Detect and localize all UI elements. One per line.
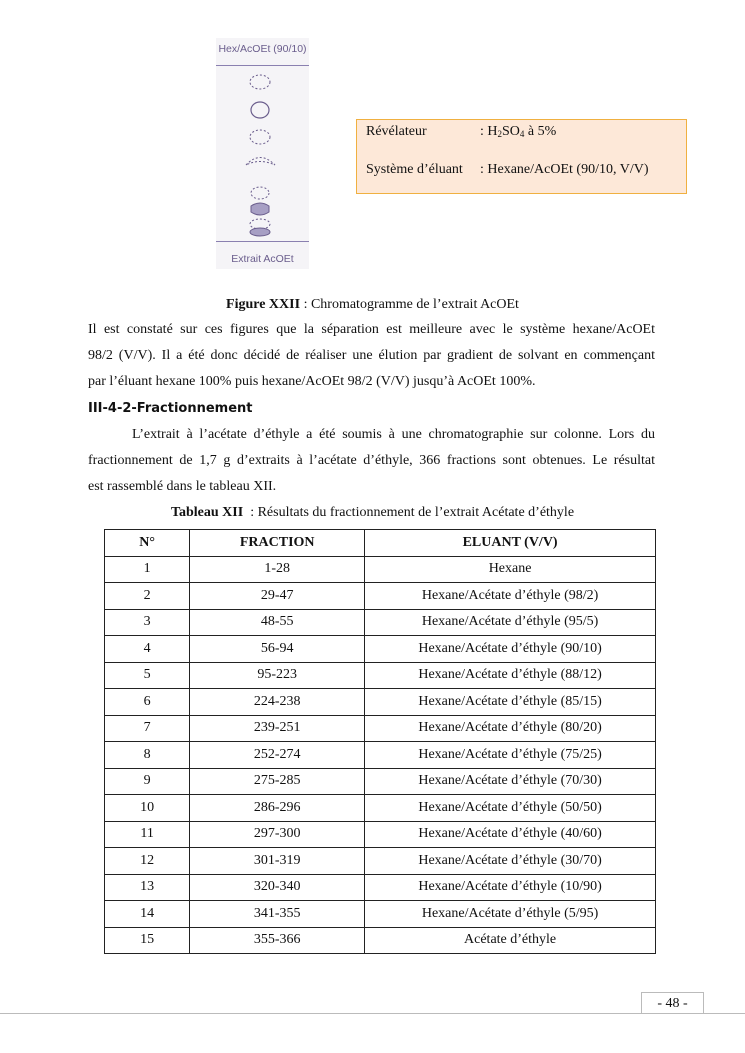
cell-number: 6: [105, 689, 190, 716]
cell-fraction: 320-340: [190, 874, 365, 901]
paragraph-separation: [88, 317, 655, 395]
table-row: [105, 848, 656, 875]
revealer-row: [366, 124, 556, 140]
cell-eluent: Acétate d’éthyle: [365, 927, 656, 954]
cell-fraction: 252-274: [190, 742, 365, 769]
paragraph-line: par l’éluant hexane 100% puis hexane/AcOEt 98/2 (V/V) jusqu’à AcOEt 100%.: [88, 374, 536, 389]
cell-number: 9: [105, 768, 190, 795]
table-caption-label: Tableau XII: [170, 505, 244, 520]
tlc-spots: [216, 38, 309, 269]
cell-fraction: 48-55: [190, 609, 365, 636]
paragraph-line: Il est constaté sur ces figures que la séparation est meilleure avec le système hexane/AcOEt: [88, 322, 655, 337]
cell-number: 14: [105, 901, 190, 928]
table-row: [105, 556, 656, 583]
tlc-sample-label: Extrait AcOEt: [231, 253, 294, 265]
paragraph-line: est rassemblé dans le tableau XII.: [88, 479, 277, 494]
table-row: [105, 715, 656, 742]
eluent-value: : Hexane/AcOEt (90/10, V/V): [480, 162, 649, 177]
cell-number: 7: [105, 715, 190, 742]
fractionation-table: [104, 529, 656, 954]
cell-number: 4: [105, 636, 190, 663]
tlc-spot: [246, 158, 275, 166]
cell-eluent: Hexane/Acétate d’éthyle (30/70): [365, 848, 656, 875]
baseline-line: [216, 241, 309, 242]
cell-number: 11: [105, 821, 190, 848]
cell-fraction: 239-251: [190, 715, 365, 742]
cell-number: 8: [105, 742, 190, 769]
cell-fraction: 286-296: [190, 795, 365, 822]
cell-number: 13: [105, 874, 190, 901]
cell-eluent: Hexane/Acétate d’éthyle (95/5): [365, 609, 656, 636]
cell-fraction: 1-28: [190, 556, 365, 583]
tlc-spot: [250, 130, 270, 144]
tlc-spot: [251, 203, 269, 215]
paragraph-line: fractionnement de 1,7 g d’extraits à l’acétate d’éthyle, 366 fractions sont obtenues. Le résultat: [88, 453, 655, 468]
cell-number: 2: [105, 583, 190, 610]
table-row: [105, 662, 656, 689]
cell-fraction: 95-223: [190, 662, 365, 689]
cell-eluent: Hexane/Acétate d’éthyle (85/15): [365, 689, 656, 716]
revealer-label: Révélateur: [366, 124, 427, 139]
eluent-label: Système d’éluant: [366, 162, 463, 177]
header-eluent: ELUANT (V/V): [365, 530, 656, 557]
table-header-row: [105, 530, 656, 557]
cell-number: 15: [105, 927, 190, 954]
footer-divider: [0, 1013, 745, 1014]
cell-fraction: 29-47: [190, 583, 365, 610]
table-caption: [0, 505, 745, 521]
cell-eluent: Hexane/Acétate d’éthyle (75/25): [365, 742, 656, 769]
tlc-conditions-box: [356, 119, 687, 194]
table-row: [105, 795, 656, 822]
cell-eluent: Hexane/Acétate d’éthyle (5/95): [365, 901, 656, 928]
figure-caption-text: : Chromatogramme de l’extrait AcOEt: [300, 297, 519, 312]
cell-fraction: 275-285: [190, 768, 365, 795]
table-row: [105, 636, 656, 663]
cell-fraction: 301-319: [190, 848, 365, 875]
section-heading: III-4-2-Fractionnement: [88, 401, 253, 416]
cell-number: 12: [105, 848, 190, 875]
table-row: [105, 583, 656, 610]
table-row: [105, 901, 656, 928]
revealer-value: : $H_2SO_4$ à 5%: [480, 124, 557, 139]
cell-eluent: Hexane/Acétate d’éthyle (98/2): [365, 583, 656, 610]
table-row: [105, 768, 656, 795]
tlc-solvent-label: Hex/AcOEt (90/10): [218, 43, 307, 55]
cell-eluent: Hexane/Acétate d’éthyle (50/50): [365, 795, 656, 822]
cell-eluent: Hexane/Acétate d’éthyle (90/10): [365, 636, 656, 663]
cell-eluent: Hexane/Acétate d’éthyle (40/60): [365, 821, 656, 848]
header-number: N°: [105, 530, 190, 557]
table-row: [105, 742, 656, 769]
table-row: [105, 821, 656, 848]
figure-caption-label: Figure XXII: [226, 297, 301, 312]
cell-fraction: 355-366: [190, 927, 365, 954]
cell-fraction: 341-355: [190, 901, 365, 928]
cell-number: 1: [105, 556, 190, 583]
cell-eluent: Hexane/Acétate d’éthyle (10/90): [365, 874, 656, 901]
table-row: [105, 874, 656, 901]
cell-number: 5: [105, 662, 190, 689]
table-caption-text: : Résultats du fractionnement de l’extrait Acétate d’éthyle: [243, 505, 575, 520]
cell-eluent: Hexane/Acétate d’éthyle (70/30): [365, 768, 656, 795]
tlc-spot: [251, 187, 269, 199]
cell-fraction: 224-238: [190, 689, 365, 716]
cell-fraction: 56-94: [190, 636, 365, 663]
table-row: [105, 927, 656, 954]
table-row: [105, 689, 656, 716]
cell-number: 3: [105, 609, 190, 636]
header-fraction: FRACTION: [190, 530, 365, 557]
page-number: - 48 -: [641, 992, 704, 1014]
tlc-spot: [250, 228, 270, 236]
paragraph-fractionation: [88, 422, 655, 500]
paragraph-line: 98/2 (V/V). Il a été donc décidé de réaliser une élution par gradient de solvant en commençant: [88, 348, 655, 363]
tlc-spot: [251, 102, 269, 118]
figure-caption: [0, 297, 745, 313]
cell-eluent: Hexane: [365, 556, 656, 583]
tlc-spot: [250, 75, 270, 89]
cell-eluent: Hexane/Acétate d’éthyle (88/12): [365, 662, 656, 689]
table-row: [105, 609, 656, 636]
cell-fraction: 297-300: [190, 821, 365, 848]
cell-number: 10: [105, 795, 190, 822]
paragraph-line: L’extrait à l’acétate d’éthyle a été soumis à une chromatographie sur colonne. Lors du: [132, 427, 655, 442]
cell-eluent: Hexane/Acétate d’éthyle (80/20): [365, 715, 656, 742]
eluent-row: [366, 162, 648, 178]
tlc-plate-figure: [216, 38, 309, 269]
